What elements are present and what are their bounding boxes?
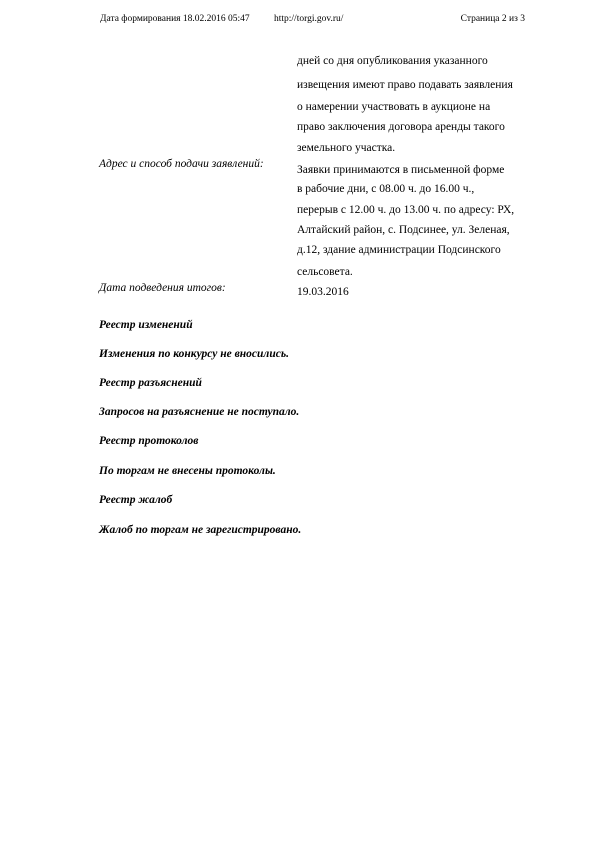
page-number: Страница 2 из 3 bbox=[460, 14, 525, 24]
changes-registry-status: Изменения по конкурсу не вносились. bbox=[99, 348, 289, 360]
address-value-line: Заявки принимаются в письменной форме bbox=[297, 164, 505, 176]
field-value-line: о намерении участвовать в аукционе на bbox=[297, 101, 491, 113]
protocols-registry-status: По торгам не внесены протоколы. bbox=[99, 465, 276, 477]
generation-date: Дата формирования 18.02.2016 05:47 bbox=[100, 14, 250, 24]
address-value-line: сельсовета. bbox=[297, 266, 353, 278]
field-value-line: земельного участка. bbox=[297, 142, 396, 154]
results-date-label: Дата подведения итогов: bbox=[99, 282, 226, 294]
results-date-value: 19.03.2016 bbox=[297, 286, 349, 298]
protocols-registry-heading: Реестр протоколов bbox=[99, 435, 199, 447]
address-value-line: в рабочие дни, с 08.00 ч. до 16.00 ч., bbox=[297, 183, 475, 195]
source-url: http://torgi.gov.ru/ bbox=[274, 14, 344, 24]
field-value-line: право заключения договора аренды такого bbox=[297, 121, 505, 133]
field-value-line: дней со дня опубликования указанного bbox=[297, 55, 488, 67]
complaints-registry-status: Жалоб по торгам не зарегистрировано. bbox=[99, 524, 302, 536]
address-value-line: Алтайский район, с. Подсинее, ул. Зеленая, bbox=[297, 224, 510, 236]
address-value-line: д.12, здание администрации Подсинского bbox=[297, 244, 501, 256]
complaints-registry-heading: Реестр жалоб bbox=[99, 494, 173, 506]
address-label: Адрес и способ подачи заявлений: bbox=[99, 158, 264, 170]
changes-registry-heading: Реестр изменений bbox=[99, 319, 193, 331]
field-value-line: извещения имеют право подавать заявления bbox=[297, 79, 513, 91]
clarifications-registry-heading: Реестр разъяснений bbox=[99, 377, 202, 389]
address-value-line: перерыв с 12.00 ч. до 13.00 ч. по адресу: РХ, bbox=[297, 204, 515, 216]
clarifications-registry-status: Запросов на разъяснение не поступало. bbox=[99, 406, 300, 418]
page-header bbox=[0, 14, 595, 28]
